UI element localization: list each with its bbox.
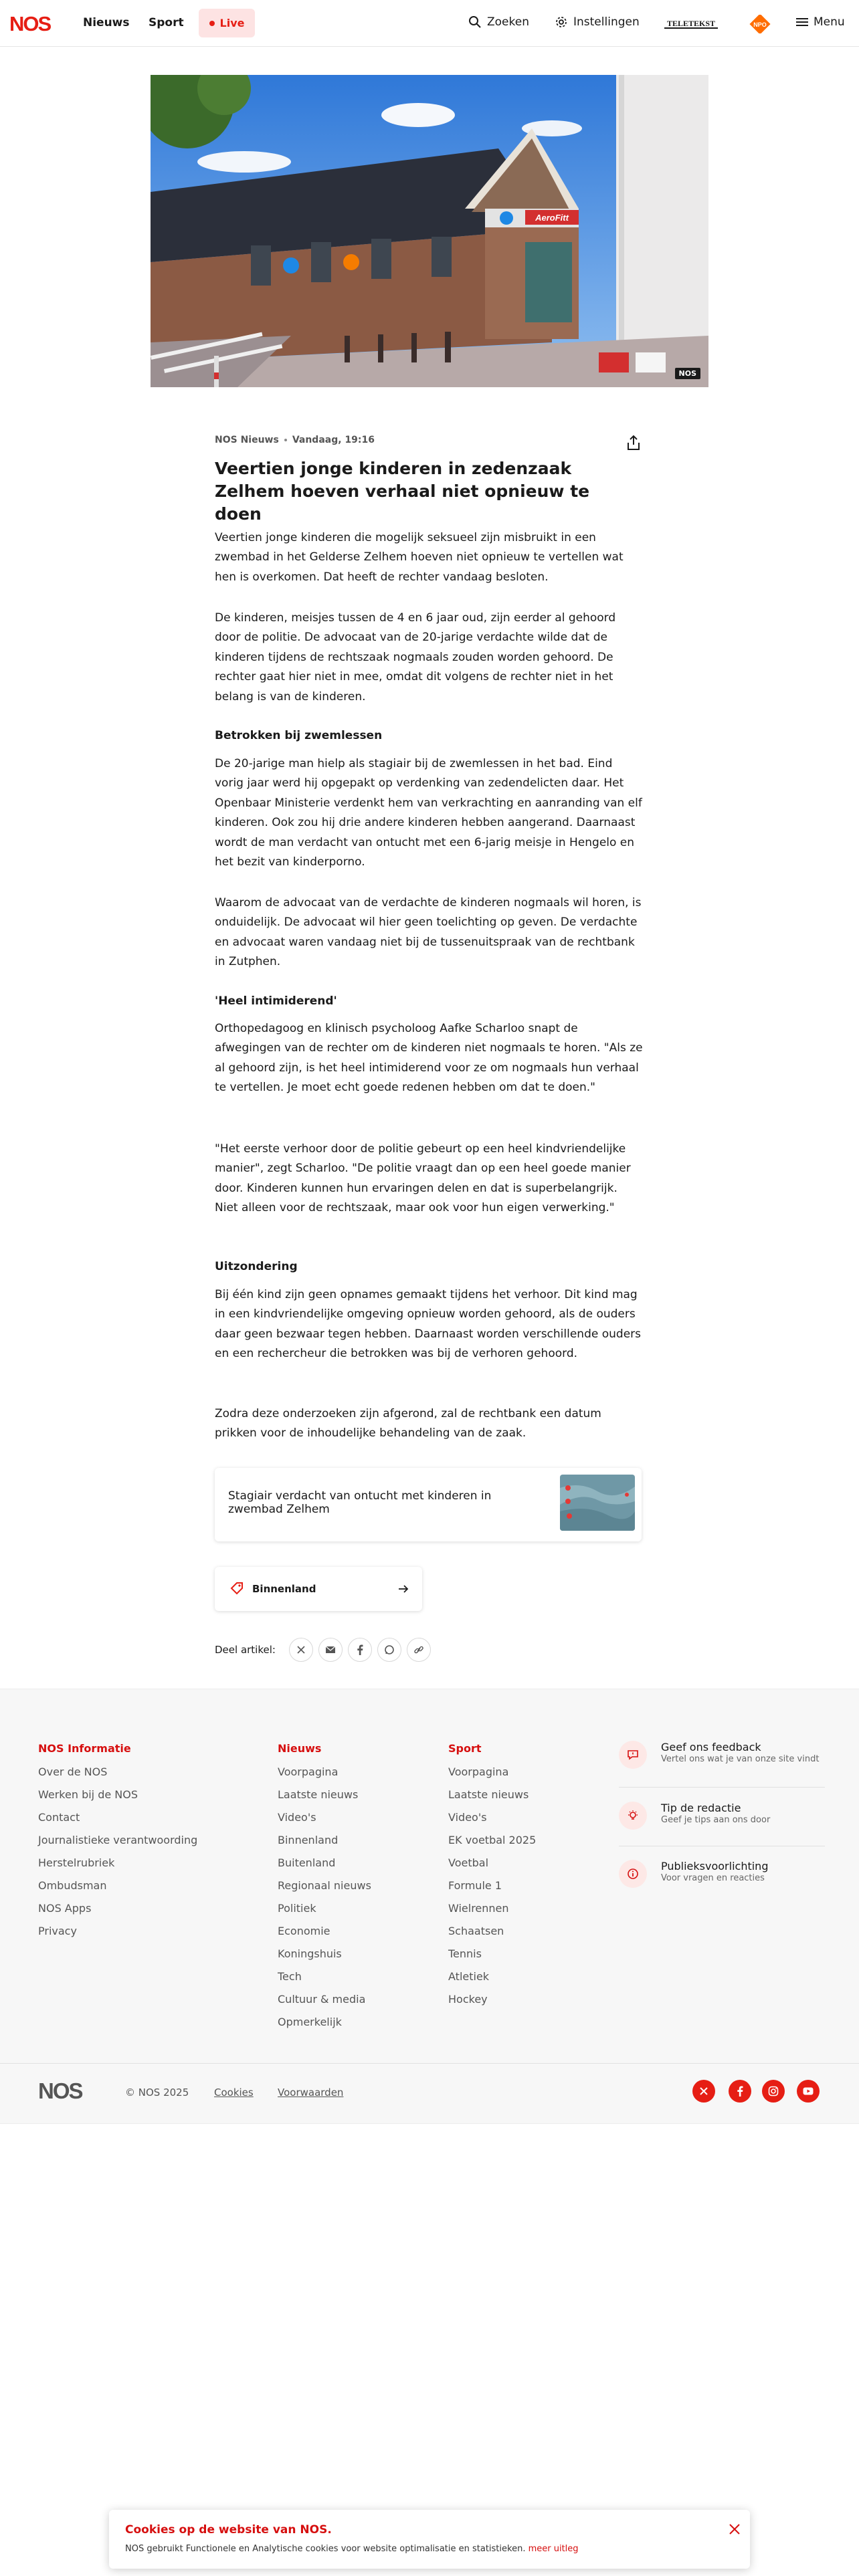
arrow-right-icon <box>397 1582 410 1596</box>
footer-heading-sport: Sport <box>448 1742 482 1755</box>
publieksvoorlichting-desc: Voor vragen en reacties <box>661 1873 765 1883</box>
article-paragraph: De kinderen, meisjes tussen de 4 en 6 jaar oud, zijn eerder al gehoord door de politie. De advocaat van de 20-jarige verdachte wilde dat de kinderen tijdens de rechtszaak nogmaals zouden worden gehoord. De rechter gaat hier niet in mee, omdat dit volgens de rechter niet in het belang is van de kinderen. <box>215 611 616 704</box>
social-instagram-button[interactable] <box>762 2080 785 2103</box>
footer-voorwaarden-link[interactable]: Voorwaarden <box>278 2086 344 2099</box>
article-paragraph: Zodra deze onderzoeken zijn afgerond, zal de rechtbank een datum prikken voor de inhoudelijke behandeling van de zaak. <box>215 1407 601 1440</box>
footer-nos-logo[interactable] <box>38 2079 94 2103</box>
footer-link[interactable]: Over de NOS <box>38 1765 108 1778</box>
nav-nieuws[interactable]: Nieuws <box>83 16 130 29</box>
footer-link[interactable]: Opmerkelijk <box>278 2016 342 2028</box>
footer-link[interactable]: Tennis <box>448 1947 482 1960</box>
article-paragraph: Orthopedagoog en klinisch psycholoog Aafke Scharloo snapt de afwegingen van de rechter om de kinderen niet nogmaals te horen. "Als ze al gehoord zijn, is het heel intimiderend voor ze om nogmaals hun verhaal te vertellen. Je moet echt goede redenen hebben om dat te doen." <box>215 1022 643 1095</box>
article-source: NOS Nieuws <box>215 435 279 445</box>
footer-link[interactable]: Herstelrubriek <box>38 1856 115 1869</box>
feedback-desc: Vertel ons wat je van onze site vindt <box>661 1754 820 1764</box>
article-subheading: 'Heel intimiderend' <box>215 994 337 1008</box>
social-youtube-button[interactable] <box>797 2080 820 2103</box>
footer-link[interactable]: Contact <box>38 1811 80 1824</box>
tip-desc: Geef je tips aan ons door <box>661 1815 771 1825</box>
mail-icon <box>325 1646 336 1654</box>
share-link-button[interactable] <box>407 1638 431 1662</box>
footer-link[interactable]: Cultuur & media <box>278 1993 366 2006</box>
instagram-icon <box>768 2086 779 2097</box>
tip-link[interactable] <box>619 1802 825 1842</box>
footer-link[interactable]: Video's <box>278 1811 316 1824</box>
svg-text:NPO: NPO <box>753 21 767 28</box>
article-title: Veertien jonge kinderen in zedenzaak Zelhem hoeven verhaal niet opnieuw te doen <box>215 459 590 524</box>
x-icon <box>699 2086 708 2096</box>
share-mail-button[interactable] <box>318 1638 343 1662</box>
divider <box>619 1787 825 1788</box>
footer-cookies-link[interactable]: Cookies <box>214 2086 254 2099</box>
footer-link[interactable]: EK voetbal 2025 <box>448 1834 537 1846</box>
footer-link[interactable]: Wielrennen <box>448 1902 509 1915</box>
settings-label: Instellingen <box>573 15 640 29</box>
copyright: © NOS 2025 <box>125 2086 189 2099</box>
footer-link[interactable]: Politiek <box>278 1902 316 1915</box>
live-label: Live <box>219 17 245 29</box>
cookie-description: NOS gebruikt Functionele en Analytische cookies voor website optimalisatie en statistieken. <box>125 2544 526 2554</box>
footer-link[interactable]: Journalistieke verantwoording <box>38 1834 198 1846</box>
nav-sport[interactable]: Sport <box>149 16 184 29</box>
menu-label: Menu <box>814 15 845 29</box>
gear-icon <box>555 15 568 29</box>
article-paragraph: Bij één kind zijn geen opnames gemaakt tijdens het verhoor. Dit kind mag in een kindvriendelijke omgeving opnieuw worden gehoord, als de ouders daar geen bezwaar tegen hebben. Daarnaast worden verschillende ouders en een rechercheur die betrokken was bij de verhoren gehoord. <box>215 1288 642 1361</box>
footer-bottom-line <box>0 2123 859 2124</box>
svg-text:TELETEKST: TELETEKST <box>666 19 716 28</box>
article-paragraph: "Het eerste verhoor door de politie gebeurt op een heel kindvriendelijke manier", zegt Scharloo. "De politie vraagt dan op een heel goede manier door. Kinderen kunnen hun ervaringen delen en dat is superbelangrijk. Niet alleen voor de rechtszaak, maar ook voor hun eigen verwerking." <box>215 1142 631 1215</box>
article-subheading: Uitzondering <box>215 1260 298 1273</box>
cookie-banner <box>109 2510 750 2569</box>
npo-logo[interactable] <box>749 15 774 33</box>
footer-link[interactable]: Regionaal nieuws <box>278 1879 371 1892</box>
share-x-button[interactable] <box>289 1638 313 1662</box>
youtube-icon <box>803 2087 814 2095</box>
footer-divider <box>0 2063 859 2064</box>
tag-icon <box>229 1581 244 1596</box>
article-paragraph: Veertien jonge kinderen die mogelijk seksueel zijn misbruikt in een zwembad in het Gelderse Zelhem hoeven niet opnieuw te vertellen wat hen is overkomen. Dat heeft de rechter vandaag besloten. <box>215 531 624 584</box>
footer-heading-nieuws: Nieuws <box>278 1742 322 1755</box>
live-dot-icon <box>209 21 215 26</box>
svg-text:AeroFitt: AeroFitt <box>535 213 569 223</box>
footer-link[interactable]: Binnenland <box>278 1834 339 1846</box>
footer-link[interactable]: Voetbal <box>448 1856 489 1869</box>
close-icon[interactable] <box>727 2521 743 2537</box>
tag-label: Binnenland <box>252 1583 316 1595</box>
footer-link[interactable]: Video's <box>448 1811 487 1824</box>
search-label: Zoeken <box>487 15 529 29</box>
footer-link[interactable]: Buitenland <box>278 1856 336 1869</box>
share-facebook-button[interactable] <box>348 1638 372 1662</box>
article-time: Vandaag, 19:16 <box>292 435 375 445</box>
feedback-link[interactable] <box>619 1741 825 1781</box>
footer-link[interactable]: Voorpagina <box>448 1765 509 1778</box>
nos-logo[interactable] <box>9 13 58 34</box>
link-icon <box>413 1644 424 1655</box>
footer-link[interactable]: NOS Apps <box>38 1902 92 1915</box>
facebook-icon <box>357 1644 363 1655</box>
site-header <box>0 0 859 47</box>
svg-text:NOS: NOS <box>38 2079 82 2103</box>
footer-link[interactable]: Hockey <box>448 1993 488 2006</box>
footer-link[interactable]: Atletiek <box>448 1970 490 1983</box>
search-button[interactable] <box>468 15 529 29</box>
related-article-thumbnail <box>560 1475 635 1531</box>
article-paragraph: Waarom de advocaat van de verdachte de kinderen nogmaals wil horen, is onduidelijk. De advocaat wil hier geen toelichting op geven. De verdachte en advocaat waren vandaag niet bij de tussenuitspraak van de rechtbank in Zutphen. <box>215 896 642 969</box>
tag-binnenland[interactable] <box>215 1567 422 1611</box>
menu-button[interactable] <box>796 15 845 29</box>
footer-link[interactable]: Voorpagina <box>278 1765 339 1778</box>
article-meta <box>215 435 375 445</box>
article-subheading: Betrokken bij zwemlessen <box>215 729 383 742</box>
info-icon <box>619 1860 647 1888</box>
related-article-card[interactable] <box>215 1468 642 1541</box>
publieksvoorlichting-title: Publieksvoorlichting <box>661 1860 769 1872</box>
share-row <box>215 1637 431 1662</box>
social-facebook-button[interactable] <box>729 2080 751 2103</box>
hero-image <box>151 75 708 387</box>
cookie-more-link[interactable]: meer uitleg <box>528 2544 579 2554</box>
footer-link[interactable]: Tech <box>278 1970 302 1983</box>
settings-button[interactable] <box>555 15 640 29</box>
live-button[interactable] <box>199 9 255 37</box>
footer-link[interactable]: Koningshuis <box>278 1947 342 1960</box>
feedback-title: Geef ons feedback <box>661 1741 761 1753</box>
footer-link[interactable]: Werken bij de NOS <box>38 1788 138 1801</box>
chat-icon <box>619 1741 647 1769</box>
hero-photo <box>151 75 708 387</box>
footer-link[interactable]: Ombudsman <box>38 1879 107 1892</box>
hero-credit: NOS <box>675 368 700 379</box>
hamburger-icon <box>796 17 808 27</box>
search-icon <box>468 15 482 29</box>
lightbulb-icon <box>619 1802 647 1830</box>
footer-link[interactable]: Laatste nieuws <box>278 1788 359 1801</box>
facebook-icon <box>737 2086 743 2097</box>
footer-heading-nos-informatie: NOS Informatie <box>38 1742 131 1755</box>
share-label: Deel artikel: <box>215 1644 276 1656</box>
whatsapp-icon <box>384 1644 395 1655</box>
svg-text:NOS: NOS <box>9 13 51 34</box>
publieksvoorlichting-link[interactable] <box>619 1860 825 1900</box>
tip-title: Tip de redactie <box>661 1802 741 1814</box>
footer-link[interactable]: Schaatsen <box>448 1925 504 1937</box>
meta-separator <box>284 439 287 441</box>
x-icon <box>296 1645 306 1654</box>
footer-link[interactable]: Formule 1 <box>448 1879 502 1892</box>
cookie-title: Cookies op de website van NOS. <box>125 2523 332 2537</box>
footer-link[interactable]: Laatste nieuws <box>448 1788 529 1801</box>
share-whatsapp-button[interactable] <box>377 1638 401 1662</box>
related-article-title: Stagiair verdacht van ontucht met kinderen in zwembad Zelhem <box>228 1489 492 1516</box>
article-paragraph: De 20-jarige man hielp als stagiair bij de zwemlessen in het bad. Eind vorig jaar werd hij opgepakt op verdenking van zedendelicten daar. Het Openbaar Ministerie verdenkt hem van verkrachting en aanranding van elf kinderen. Ook zou hij drie andere kinderen hebben aangerand. Daarnaast wordt de man verdacht van ontucht met een 6-jarig meisje in Hengelo en het bezit van kinderporno. <box>215 757 642 869</box>
cookie-text <box>125 2544 579 2554</box>
social-x-button[interactable] <box>692 2080 715 2103</box>
share-icon[interactable] <box>625 434 642 451</box>
teletekst-logo[interactable] <box>664 17 718 29</box>
footer-link[interactable]: Privacy <box>38 1925 77 1937</box>
footer-link[interactable]: Economie <box>278 1925 330 1937</box>
